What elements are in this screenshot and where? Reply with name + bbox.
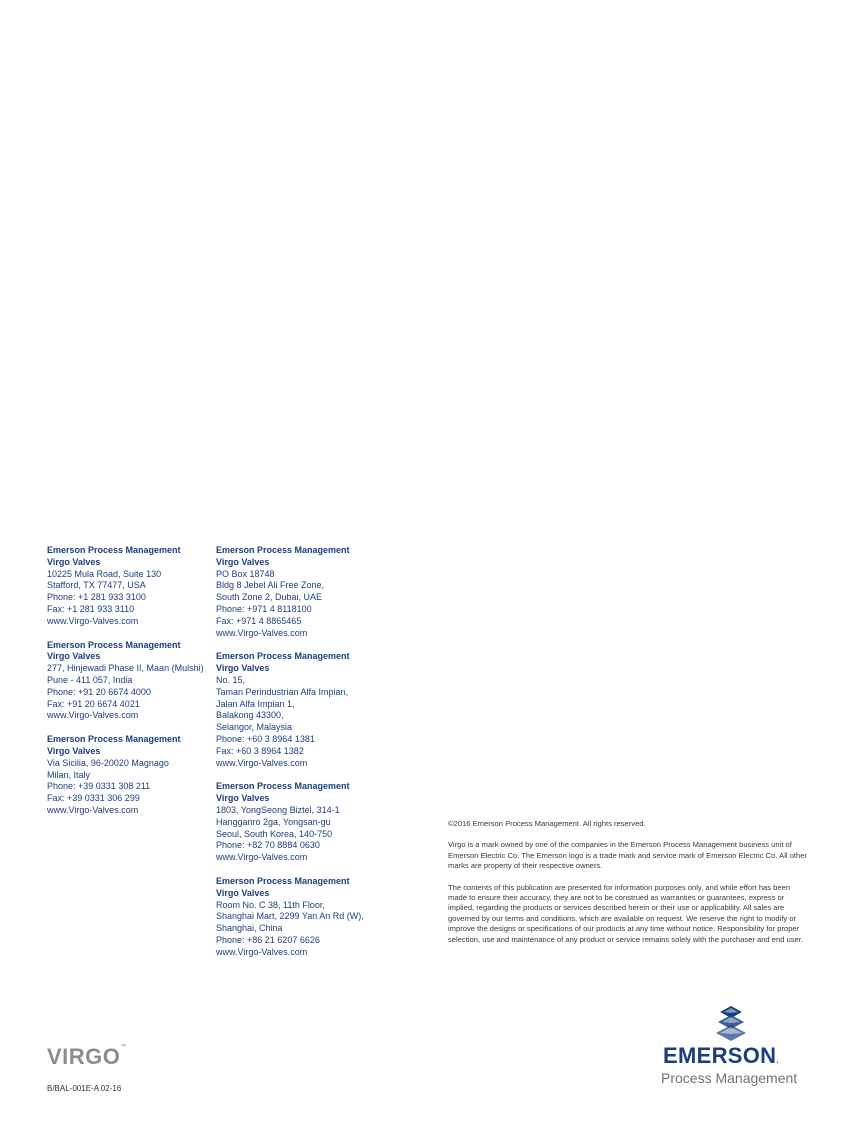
office-address-line: Phone: +86 21 6207 6626: [216, 934, 320, 945]
trademark-text: Virgo is a mark owned by one of the companies in the Emerson Process Management business unit of Emerson Electric Co. The Emerson logo is a trade mark and service mark of Emerson Electric Co. All other marks are property of their respective owners.: [448, 840, 808, 871]
office-address-line: 10225 Mula Road, Suite 130: [47, 568, 162, 579]
office-org: Emerson Process Management: [47, 545, 181, 555]
office-brand: Virgo Valves: [216, 793, 270, 804]
legal-notice: [448, 819, 808, 956]
office-address-line: Fax: +971 4 8865465: [216, 615, 302, 626]
emerson-logo-word: EMERSON: [663, 1043, 777, 1068]
office-brand: Virgo Valves: [47, 745, 101, 756]
office-address-line: Phone: +1 281 933 3100: [47, 592, 146, 603]
office-address-line: Fax: +91 20 6674 4021: [47, 698, 140, 709]
office-address-line: Milan, Italy: [47, 769, 91, 780]
office-column-left: [47, 545, 212, 829]
office-address-line: Phone: +60 3 8964 1381: [216, 733, 315, 744]
office-address-line: Via Sicilia, 96-20020 Magnago: [47, 757, 169, 768]
office-address-line: Phone: +971 4 8118100: [216, 603, 312, 614]
office-org: Emerson Process Management: [47, 639, 181, 650]
office-address: [47, 640, 212, 723]
office-address-line: Shanghai, China: [216, 923, 283, 934]
office-address-line: 277, Hinjewadi Phase II, Maan (Mulshi): [47, 663, 204, 674]
office-address-line: Fax: +1 281 933 3110: [47, 603, 135, 614]
office-address: [216, 545, 381, 639]
office-address-line: Stafford, TX 77477, USA: [47, 580, 146, 591]
document-number: B/BAL-001E-A 02-16: [47, 1084, 122, 1093]
office-address-line: Phone: +82 70 8884 0630: [216, 840, 320, 851]
office-address-line: Pune - 411 057, India: [47, 674, 133, 685]
office-address-line: Room No. C 38, 11th Floor,: [216, 899, 325, 910]
emerson-logo-text: [663, 1043, 779, 1069]
emerson-logo-dot: .: [776, 1056, 779, 1065]
office-address-line: Bldg 8 Jebel Ali Free Zone,: [216, 580, 325, 591]
office-address-line: Phone: +39 0331 308 211: [47, 781, 151, 792]
office-address-line: www.Virgo-Valves.com: [216, 852, 308, 863]
office-address-line: 1803, YongSeong Biztel, 314-1: [216, 804, 340, 815]
office-org: Emerson Process Management: [216, 875, 350, 886]
office-brand: Virgo Valves: [216, 556, 270, 567]
office-brand: Virgo Valves: [47, 556, 101, 567]
office-address-line: www.Virgo-Valves.com: [216, 757, 308, 768]
office-address-line: www.Virgo-Valves.com: [216, 627, 308, 638]
office-address: [216, 651, 381, 769]
copyright-text: ©2016 Emerson Process Management. All rights reserved.: [448, 819, 646, 828]
office-address-line: www.Virgo-Valves.com: [47, 710, 139, 721]
office-address-line: www.Virgo-Valves.com: [216, 946, 308, 957]
office-address-line: South Zone 2, Dubai, UAE: [216, 592, 323, 603]
office-address-line: Fax: +60 3 8964 1382: [216, 745, 304, 756]
virgo-logo-text: VIRGO: [47, 1044, 121, 1069]
virgo-logo: [47, 1044, 127, 1070]
office-column-right: [216, 545, 381, 971]
emerson-logo-subtitle: Process Management: [661, 1070, 798, 1086]
office-address: [47, 545, 212, 628]
office-address-line: Balakong 43300,: [216, 710, 284, 721]
office-address-line: Jalan Alfa Impian 1,: [216, 698, 295, 709]
virgo-logo-tm: ™: [120, 1044, 127, 1050]
office-address-line: Taman Perindustrian Alfa Impian,: [216, 686, 349, 697]
office-address-line: Seoul, South Korea, 140-750: [216, 828, 333, 839]
office-address-line: www.Virgo-Valves.com: [47, 804, 139, 815]
office-brand: Virgo Valves: [47, 651, 101, 662]
office-address-line: www.Virgo-Valves.com: [47, 615, 139, 626]
office-org: Emerson Process Management: [216, 545, 350, 555]
office-org: Emerson Process Management: [216, 651, 350, 662]
office-org: Emerson Process Management: [216, 781, 350, 792]
office-address: [216, 781, 381, 864]
office-address-line: Fax: +39 0331 306 299: [47, 793, 140, 804]
office-brand: Virgo Valves: [216, 887, 270, 898]
office-address: [47, 734, 212, 817]
emerson-mark-icon: [712, 1006, 750, 1046]
office-brand: Virgo Valves: [216, 663, 270, 674]
office-address-line: Phone: +91 20 6674 4000: [47, 686, 151, 697]
office-address-line: Shanghai Mart, 2299 Yan An Rd (W),: [216, 911, 364, 922]
office-org: Emerson Process Management: [47, 734, 181, 745]
office-address-line: No. 15,: [216, 674, 246, 685]
disclaimer-text: The contents of this publication are presented for information purposes only, and while effort has been made to ensure their accuracy, they are not to be construed as warranties or guarantees, express or implied, regarding the products or services described herein or their use or applicability. All sales are governed by our terms and conditions, which are available on request. We reserve the right to modify or improve the designs or specifications of our products at any time without notice. Responsibility for proper selection, use and maintenance of any product or service remains solely with the purchaser and end user.: [448, 882, 803, 944]
office-address-line: Selangor, Malaysia: [216, 722, 293, 733]
office-address: [216, 876, 381, 959]
office-address-line: PO Box 18748: [216, 568, 275, 579]
office-address-line: Hangganro 2ga, Yongsan-gu: [216, 816, 331, 827]
